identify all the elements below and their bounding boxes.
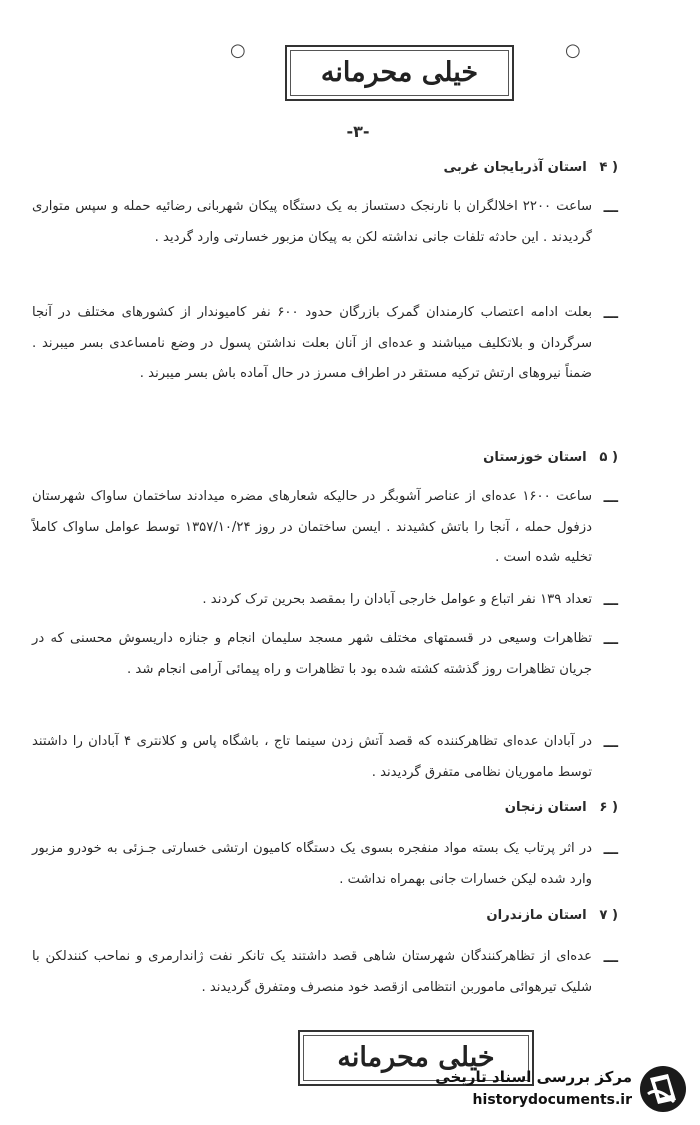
section-heading (444, 160, 619, 175)
bullet-dash: ـــ (603, 490, 618, 506)
document-archive-icon (638, 1064, 688, 1114)
logo-url[interactable]: historydocuments.ir (472, 1092, 632, 1108)
paragraph: ساعت ۲۲۰۰ اخلالگران با نارنجک دستساز به یک دستگاه پیکان شهربانی رضائیه حمله و سپس متواری گردیدند . این حادثه تلفات جانی نداشته لکن به پیکان مزبور خسارتی وارد گردید . (32, 199, 593, 245)
bullet-dash: ـــ (603, 735, 618, 751)
paragraph: در آبادان عده‌ای تظاهرکننده که قصد آتش زدن سینما تاج ، باشگاه پاس و کلانتری ۴ آبادان را داشتند توسط ماموریان نظامی متفرق گردیدند . (32, 734, 592, 780)
section-title: استان زنجان (504, 800, 587, 815)
bullet-dash: ـــ (603, 306, 618, 322)
section-number: ( ۴ (599, 160, 618, 175)
paragraph: تظاهرات وسیعی در قسمتهای مختلف شهر مسجد سلیمان انجام و جنازه داریسوش محسنی که در جریان تظاهرات روز گذشته کشته شده بود با تظاهرات و راه پیمائی آرامی انجام شد . (32, 631, 592, 677)
archive-logo[interactable] (436, 1062, 694, 1120)
confidential-stamp-top: خیلی محرمانه (285, 45, 514, 101)
section-number: ( ۶ (599, 800, 618, 815)
section-number: ( ۷ (599, 908, 618, 923)
paragraph: در اثر پرتاب یک بسته مواد منفجره بسوی یک دستگاه کامیون ارتشی خسارتی جـزئی به خودرو مزبور وارد شده لیکن خسارات جانی بهمراه نداشت . (32, 841, 592, 887)
confidential-stamp-bottom: خیلی محرمانه (298, 1030, 534, 1086)
punch-hole-mark: ○ (230, 40, 246, 61)
section-heading (486, 908, 618, 923)
bullet-dash: ـــ (603, 950, 618, 966)
paragraph: بعلت ادامه اعتصاب کارمندان گمرک بازرگان حدود ۶۰۰ نفر کامیوندار از کشورهای مختلف در آنجا سرگردان و بلاتکلیف میباشند و عده‌ای از آنان بعلت نداشتن پسول در وضع نامساعدی بسر میبرند . ضمناً نیروهای ارتش ترکیه مستقر در اطراف مسرز در حال آماده باش بسر میبرند . (32, 305, 592, 381)
logo-title: مرکز بررسی اسناد تاریخی (435, 1068, 632, 1086)
section-heading (505, 800, 618, 815)
section-heading (483, 450, 618, 465)
bullet-dash: ـــ (603, 632, 618, 648)
paragraph: عده‌ای از تظاهرکنندگان شهرستان شاهی قصد داشتند یک تانکر نفت ژاندارمری و نماحب کنندلکن با شلیک تیرهوائی ماموربن انتظامی ازقصد خود منصرف ومتفرق گردیدند . (32, 949, 592, 995)
bullet-dash: ـــ (603, 593, 618, 609)
bullet-dash: ـــ (603, 200, 618, 216)
punch-hole-mark: ○ (565, 40, 581, 61)
paragraph: ساعت ۱۶۰۰ عده‌ای از عناصر آشوبگر در حالیکه شعارهای مضره میدادند ساختمان ساواک شهرستان دزفول حمله ، آنجا را باتش کشیدند . ایسن ساختمان در روز ۱۳۵۷/۱۰/۲۴ توسط عوامل ساواک کاملاً تخلیه شده است . (32, 489, 592, 565)
bullet-dash: ـــ (603, 842, 618, 858)
section-title: استان مازندران (486, 908, 587, 923)
section-number: ( ۵ (599, 450, 618, 465)
section-title: استان خوزستان (483, 450, 587, 465)
page-number: -۳- (346, 122, 370, 141)
section-title: استان آذربایجان غربی (443, 160, 587, 175)
paragraph: تعداد ۱۳۹ نفر اتباع و عوامل خارجی آبادان را بمقصد بحرین ترک کردند . (202, 592, 592, 607)
